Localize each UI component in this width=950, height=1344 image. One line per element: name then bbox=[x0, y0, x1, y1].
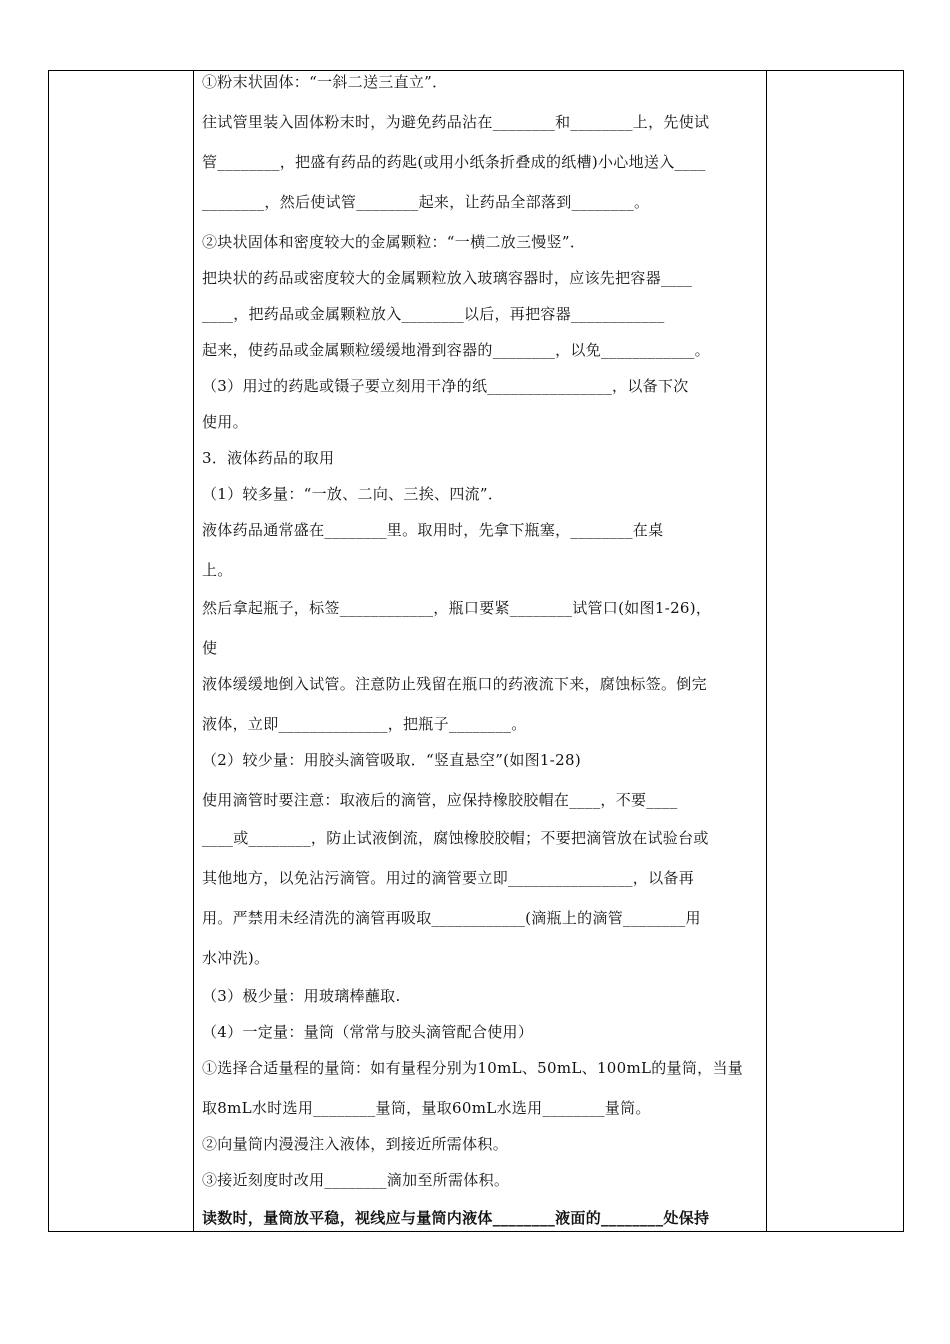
table-left-border bbox=[48, 70, 49, 1232]
text-line: 液体药品通常盛在________里。取用时，先拿下瓶塞，________在桌 bbox=[202, 521, 664, 539]
text-line: 用。严禁用未经清洗的滴管再吸取____________(滴瓶上的滴管________用 bbox=[202, 909, 701, 927]
text-line: （2）较少量：用胶头滴管吸取．“竖直悬空”(如图1-28) bbox=[202, 751, 581, 769]
text-line: ____或________，防止试液倒流，腐蚀橡胶胶帽；不要把滴管放在试验台或 bbox=[202, 829, 709, 847]
section-heading: 3．液体药品的取用 bbox=[202, 449, 335, 467]
text-line: 取8mL水时选用________量筒，量取60mL水选用________量筒。 bbox=[202, 1099, 651, 1117]
column-divider-1 bbox=[193, 70, 194, 1232]
text-line: 其他地方，以免沾污滴管。用过的滴管要立即________________，以备再 bbox=[202, 869, 695, 887]
text-line: ①粉末状固体：“一斜二送三直立”． bbox=[202, 73, 448, 91]
text-line: ________，然后使试管________起来，让药品全部落到________。 bbox=[202, 193, 650, 211]
text-line: 液体，立即______________，把瓶子________。 bbox=[202, 715, 527, 733]
text-line: ①选择合适量程的量筒：如有量程分别为10mL、50mL、100mL的量筒，当量 bbox=[202, 1059, 744, 1077]
text-line: （4）一定量：量筒（常常与胶头滴管配合使用） bbox=[202, 1023, 534, 1041]
text-line: （3）用过的药匙或镊子要立刻用干净的纸________________，以备下次 bbox=[202, 377, 689, 395]
text-line: ②向量筒内漫漫注入液体，到接近所需体积。 bbox=[202, 1135, 509, 1153]
column-divider-2 bbox=[766, 70, 767, 1232]
text-line: 管________，把盛有药品的药匙(或用小纸条折叠成的纸槽)小心地送入____ bbox=[202, 153, 706, 171]
table-bottom-border bbox=[48, 1231, 904, 1232]
table-right-border bbox=[903, 70, 904, 1232]
text-line: 上。 bbox=[202, 561, 233, 579]
text-line: ②块状固体和密度较大的金属颗粒：“一横二放三慢竖”． bbox=[202, 233, 586, 251]
text-line: ____，把药品或金属颗粒放入________以后，再把容器____________ bbox=[202, 305, 665, 323]
text-line: 水冲洗)。 bbox=[202, 949, 270, 967]
text-line: ③接近刻度时改用________滴加至所需体积。 bbox=[202, 1171, 510, 1189]
text-line: （3）极少量：用玻璃棒蘸取. bbox=[202, 987, 401, 1005]
table-top-border bbox=[48, 70, 904, 71]
text-line: 然后拿起瓶子，标签____________，瓶口要紧________试管口(如图1-26)， bbox=[202, 599, 712, 617]
text-line: 把块状的药品或密度较大的金属颗粒放入玻璃容器时，应该先把容器____ bbox=[202, 269, 693, 287]
bold-text-line: 读数时，量筒放平稳，视线应与量筒内液体________液面的________处保持 bbox=[202, 1209, 710, 1227]
text-line: 使用滴管时要注意：取液后的滴管，应保持橡胶胶帽在____，不要____ bbox=[202, 791, 678, 809]
text-line: 使用。 bbox=[202, 413, 248, 431]
text-line: 液体缓缓地倒入试管。注意防止残留在瓶口的药液流下来，腐蚀标签。倒完 bbox=[202, 675, 707, 693]
text-line: 使 bbox=[202, 639, 218, 657]
text-line: 起来，使药品或金属颗粒缓缓地滑到容器的________，以免____________。 bbox=[202, 341, 710, 359]
text-line: 往试管里装入固体粉末时，为避免药品沾在________和________上，先使试 bbox=[202, 113, 710, 131]
text-line: （1）较多量：“一放、二向、三挨、四流”． bbox=[202, 485, 504, 503]
